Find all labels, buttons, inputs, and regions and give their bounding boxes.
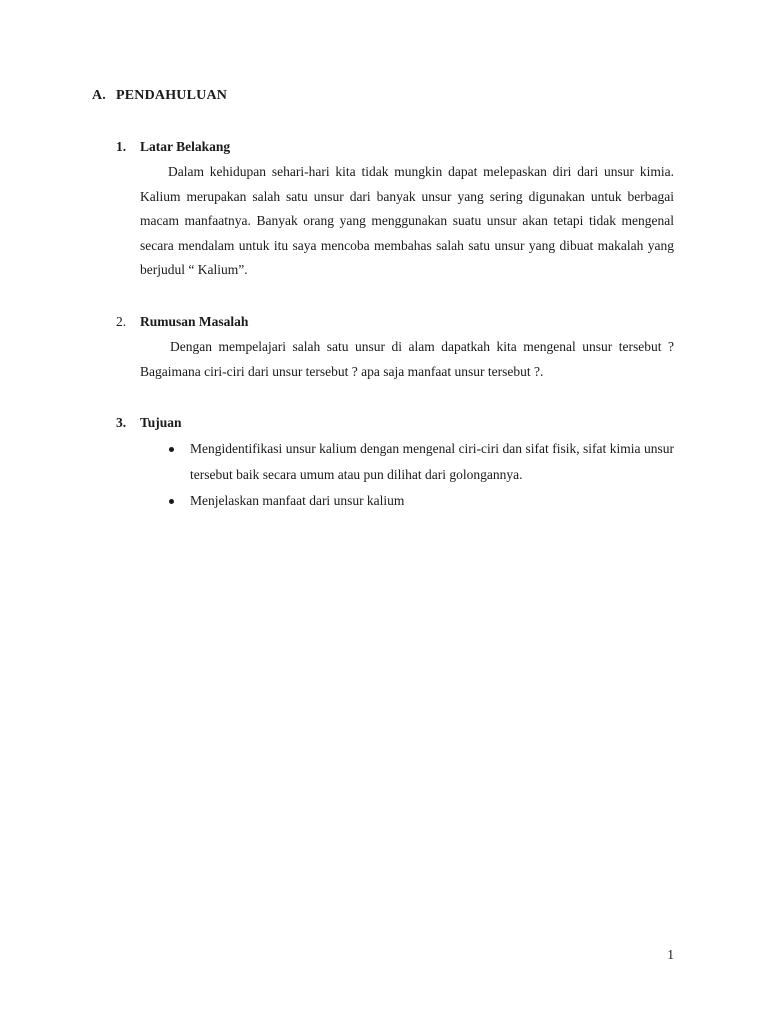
section-heading (92, 88, 227, 104)
subheading-tujuan (116, 415, 182, 431)
section-number: A. (92, 88, 107, 103)
section-title: PENDAHULUAN (116, 88, 228, 103)
subheading-number: 1. (116, 139, 127, 154)
subheading-latar-belakang (116, 139, 230, 155)
list-item-text: Mengidentifikasi unsur kalium dengan mengenal ciri-ciri dan sifat fisik, sifat kimia unsur tersebut baik secara umum atau pun dilihat dari golongannya. (190, 441, 674, 482)
paragraph-text: Dengan mempelajari salah satu unsur di alam dapatkah kita mengenal unsur tersebut ? Bagaimana ciri-ciri dari unsur tersebut ? apa saja manfaat unsur tersebut ?. (140, 339, 674, 379)
paragraph-rumusan-masalah (140, 335, 674, 384)
subheading-title: Tujuan (140, 415, 182, 430)
paragraph-text: Dalam kehidupan sehari-hari kita tidak mungkin dapat melepaskan diri dari unsur kimia. Kalium merupakan salah satu unsur dari banyak unsur yang sering digunakan untuk berbagai macam manfaatnya. Banyak orang yang menggunakan suatu unsur akan tetapi tidak mengenal secara mendalam untuk itu saya mencoba membahas salah satu unsur yang dibuat makalah yang berjudul “ Kalium”. (140, 164, 674, 277)
paragraph-latar-belakang (140, 160, 674, 283)
list-item-text: Menjelaskan manfaat dari unsur kalium (190, 493, 405, 508)
subheading-rumusan-masalah (116, 314, 248, 330)
tujuan-list (140, 436, 674, 514)
subheading-number: 2. (116, 314, 127, 329)
subheading-title: Latar Belakang (140, 139, 231, 154)
subheading-title: Rumusan Masalah (140, 314, 249, 329)
subheading-number: 3. (116, 415, 127, 430)
page-number: 1 (667, 947, 674, 962)
bullet-icon (169, 447, 174, 452)
list-item (140, 488, 674, 514)
bullet-icon (169, 499, 174, 504)
list-item (140, 436, 674, 488)
